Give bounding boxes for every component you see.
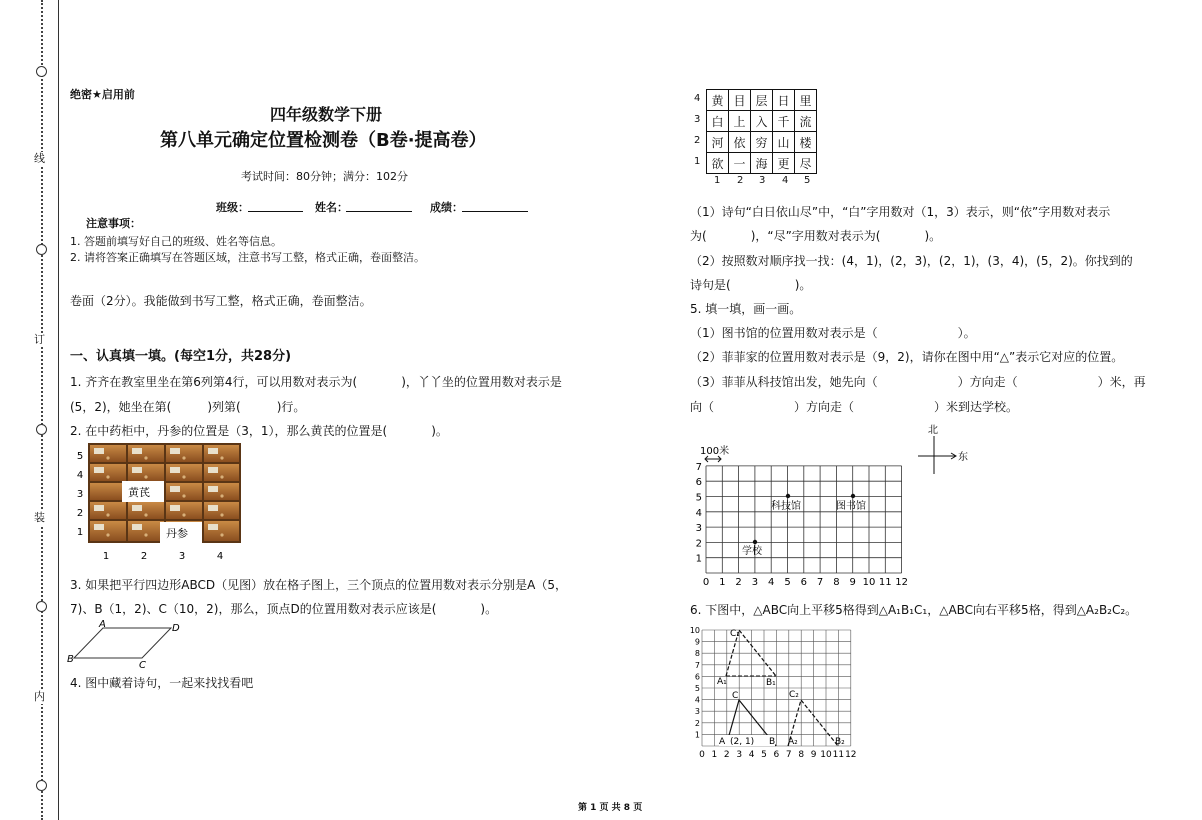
q5-blank[interactable] [878,374,958,386]
name-field[interactable] [346,199,412,212]
poem-col-label: 2 [737,175,744,186]
map-x-tick: 6 [800,577,807,588]
translation-y-tick: 9 [694,637,700,647]
kejiguan-label: 科技馆 [771,501,801,512]
question-1-line-2 [70,398,305,415]
notes-title: 注意事项： [86,217,141,230]
q5-blank[interactable] [714,399,794,411]
q5-sub1 [690,324,976,341]
vertex-label: C [139,660,146,671]
q5-blank[interactable] [878,325,958,337]
translation-y-tick: 3 [694,707,700,717]
medicine-cabinet-figure [72,440,252,565]
q5-sub3-line1 [690,373,1146,390]
page-title: 四年级数学下册 [270,105,383,124]
poem-cell: 层 [751,90,773,111]
neatness-statement: 卷面（2分）。我能做到书写工整，格式正确，卷面整洁。 [70,294,372,308]
poem-cell: 入 [751,111,773,132]
poem-row-label: 2 [694,135,701,146]
poem-col-label: 5 [804,175,811,186]
svg-text:C₂: C₂ [789,690,799,700]
map-grid-figure [690,420,990,590]
q2-text-b: )。 [431,424,448,438]
q4-sub2-line2 [690,276,811,293]
map-x-tick: 11 [878,577,892,588]
map-x-tick: 4 [768,577,775,588]
poem-cell: 白 [707,111,729,132]
gutter-label: 订 [34,333,45,346]
map-y-tick: 2 [695,538,702,550]
q1-blank[interactable] [241,399,277,411]
svg-text:3: 3 [178,551,186,562]
translation-x-tick: 9 [810,750,817,760]
svg-text:C₁: C₁ [730,629,740,639]
parallelogram-abcd [74,628,171,658]
q3-blank[interactable] [436,601,480,613]
q3-text-a: 7)、B（1，2)、C（10，2)，那么，顶点D的位置用数对表示应该是( [70,602,437,616]
q5-blank[interactable] [854,399,934,411]
translation-y-tick: 1 [694,730,700,740]
danshen-label: 丹参 [166,527,188,540]
svg-text:B: B [769,737,776,747]
poem-cell: 日 [773,90,795,111]
translation-x-ticks [699,750,856,760]
svg-text:3: 3 [76,489,84,500]
svg-text:1: 1 [76,527,84,538]
map-x-tick: 7 [816,577,824,588]
q1-blank[interactable] [357,374,401,386]
section-title: 一、认真填一填。(每空1分，共28分) [70,349,292,364]
parallelogram-figure [66,616,196,671]
map-y-tick: 7 [695,461,702,473]
translation-x-tick: 12 [845,750,857,760]
map-y-tick: 6 [695,477,702,489]
poem-cell: 一 [729,153,751,174]
map-x-tick: 1 [719,577,726,588]
q1-text-c: (5，2)，她坐在第( [70,400,172,414]
q4-sub1-line2 [690,227,941,244]
svg-text:B₁: B₁ [766,678,776,688]
map-x-tick: 8 [833,577,840,588]
translation-x-tick: 1 [711,750,718,760]
question-2 [70,422,448,439]
q2-text-a: 2. 在中药柜中，丹参的位置是（3，1），那么黄芪的位置是( [70,424,388,438]
poem-cell: 更 [773,153,795,174]
q5-sub3-line2 [690,398,1018,415]
translation-x-tick: 7 [785,750,792,760]
map-y-ticks [696,462,702,565]
poem-cell: 穷 [751,132,773,153]
svg-text:2: 2 [140,551,148,562]
vertex-label: A [99,619,106,630]
map-x-tick: 12 [895,577,908,588]
translation-y-ticks [690,626,700,739]
xuexiao-label: 学校 [742,546,762,557]
translation-x-tick: 6 [773,750,780,760]
map-grid-lines [706,466,902,573]
q5-text: （1）图书馆的位置用数对表示是（ [690,326,878,340]
class-label: 班级： [216,201,249,214]
poem-cell: 黄 [707,90,729,111]
question-3-line-1: 3. 如果把平行四边形ABCD（见图）放在格子图上，三个顶点的位置用数对表示分别是A（5， [70,578,567,592]
q5-text: ）。 [957,326,976,340]
vertex-label: B [67,654,74,665]
note-item: 1. 答题前填写好自己的班级、姓名等信息。 [70,235,282,248]
binding-hole-icon [36,601,47,612]
svg-text:B₂: B₂ [835,737,845,747]
name-label: 姓名： [315,201,348,214]
q4-text: )，“尽”字用数对表示为( [750,229,881,243]
translation-x-tick: 0 [699,750,705,760]
poem-cell: 欲 [707,153,729,174]
q4-text: )。 [924,229,942,243]
q4-sub1-line1: （1）诗句“白日依山尽”中，“白”字用数对（1，3）表示，则“依”字用数对表示 [690,205,1111,219]
q5-text: ）米到达学校。 [934,400,1019,414]
page-subtitle: 第八单元确定位置检测卷（B卷·提高卷） [160,130,487,151]
poem-cell: 流 [795,111,817,132]
q1-text-b: )，丫丫坐的位置用数对表示是 [401,375,562,389]
q1-text-a: 1. 齐齐在教室里坐在第6列第4行，可以用数对表示为( [70,375,358,389]
q4-text: 诗句是( [690,278,731,292]
poem-col-label: 3 [759,175,766,186]
q1-text-d: )列第( [207,400,241,414]
q5-text: ）方向走（ [957,375,1018,389]
gutter-label: 内 [34,690,45,703]
poem-cell: 尽 [795,153,817,174]
map-x-tick: 0 [702,577,710,588]
svg-text:A: A [719,737,726,747]
translation-y-tick: 2 [694,718,700,728]
map-y-tick: 5 [695,492,702,504]
question-1-line-1 [70,373,562,390]
poem-cell: 上 [729,111,751,132]
q4-blank[interactable] [881,228,925,240]
q1-text-e: )行。 [276,400,306,414]
page-footer: 第 1 页 共 8 页 [578,803,643,813]
secret-label: 绝密★启用前 [70,88,135,101]
poem-grid [694,89,817,186]
question-3-line-2 [70,600,497,617]
translation-y-tick: 5 [694,684,700,693]
q4-text: 为( [690,229,707,243]
translation-y-tick: 8 [694,649,700,659]
svg-text:1: 1 [102,551,110,562]
svg-text:4: 4 [216,551,224,562]
translation-x-tick: 10 [820,750,832,760]
score-field[interactable] [462,199,528,212]
translation-y-tick: 4 [694,695,700,705]
q5-text: 向（ [690,400,715,414]
xuexiao-point [753,540,757,544]
poem-cell: 山 [773,132,795,153]
compass-east-label: 东 [958,452,968,463]
poem-cell: 楼 [795,132,817,153]
q5-text: ）米，再 [1097,375,1146,389]
kejiguan-point [786,494,790,498]
map-x-tick: 5 [784,577,791,588]
map-x-tick: 2 [735,577,742,588]
map-x-tick: 10 [862,577,876,588]
poem-row-label: 4 [694,93,701,104]
q5-sub2: （2）菲菲家的位置用数对表示是（9，2)，请你在图中用“△”表示它对应的位置。 [690,350,1124,364]
poem-cell: 河 [707,132,729,153]
translation-x-tick: 8 [798,750,805,760]
note-item: 2. 请将答案正确填写在答题区域，注意书写工整，格式正确，卷面整洁。 [70,251,425,264]
poem-col-label: 4 [782,175,789,186]
question-6: 6. 下图中，△ABC向上平移5格得到△A₁B₁C₁，△ABC向右平移5格，得到△A₂B₂C₂。 [690,603,1138,617]
compass-icon [918,436,956,474]
binding-rule [58,0,59,820]
q5-blank[interactable] [1018,374,1098,386]
binding-hole-icon [36,780,47,791]
poem-col-label: 1 [714,175,721,186]
exam-time-info: 考试时间：80分钟；满分：102分 [241,170,408,183]
binding-hole-icon [36,66,47,77]
svg-text:5: 5 [76,451,84,462]
q5-text: （3）菲菲从科技馆出发，她先向（ [690,375,878,389]
q5-text: ）方向走（ [794,400,855,414]
translation-x-tick: 3 [736,750,743,760]
poem-cell: 千 [773,111,795,132]
q1-blank[interactable] [171,399,207,411]
q4-text: )。 [794,278,812,292]
q4-sub2-line1: （2）按照数对顺序找一找：(4，1)，(2，3)，(2，1)，(3，4)，(5，2)。你找到的 [690,254,1133,268]
map-x-ticks [703,577,908,588]
map-x-tick: 3 [751,577,759,588]
binding-hole-icon [36,424,47,435]
binding-gutter [0,0,60,820]
binding-hole-icon [36,244,47,255]
translation-x-tick: 11 [832,750,845,760]
tushuguan-label: 图书馆 [836,501,866,512]
huangqi-label: 黄芪 [128,486,150,499]
tushuguan-point [851,494,855,498]
poem-cell: 依 [729,132,751,153]
translation-grid-lines [702,630,851,746]
score-label: 成绩： [430,201,463,214]
map-y-tick: 1 [695,553,702,565]
poem-row-label: 1 [694,156,701,167]
svg-text:A₁: A₁ [717,677,727,687]
q4-blank[interactable] [707,228,751,240]
svg-text:A₂: A₂ [788,737,798,747]
translation-y-tick: 7 [694,660,700,670]
question-4: 4. 图中藏着诗句，一起来找找看吧 [70,676,254,690]
gutter-label: 装 [34,511,45,524]
map-x-tick: 9 [849,577,856,588]
translation-y-tick: 6 [694,672,700,682]
svg-text:4: 4 [76,470,84,481]
map-y-tick: 3 [695,523,702,535]
map-y-tick: 4 [695,507,702,519]
svg-text:2: 2 [76,508,84,519]
svg-text:(2, 1): (2, 1) [730,737,755,747]
q3-text-b: )。 [480,602,498,616]
poem-row-label: 3 [694,114,701,125]
class-field[interactable] [248,199,303,212]
translation-grid-figure [690,620,870,765]
gutter-label: 线 [34,152,45,165]
svg-text:C: C [732,691,739,701]
compass-north-label: 北 [928,425,938,436]
poem-cell: 海 [751,153,773,174]
translation-x-tick: 5 [761,750,767,760]
translation-x-tick: 4 [748,750,755,760]
q2-blank[interactable] [387,423,431,435]
poem-cell: 里 [795,90,817,111]
map-scale-label: 100米 [700,446,730,457]
question-5-title: 5. 填一填，画一画。 [690,302,802,316]
cabinet-column-labels [103,551,223,562]
cabinet-row-labels [77,451,83,538]
translation-y-tick: 10 [690,626,700,635]
q4-blank[interactable] [731,277,795,289]
poem-cell: 目 [729,90,751,111]
translation-x-tick: 2 [723,750,730,760]
vertex-label: D [172,623,180,634]
